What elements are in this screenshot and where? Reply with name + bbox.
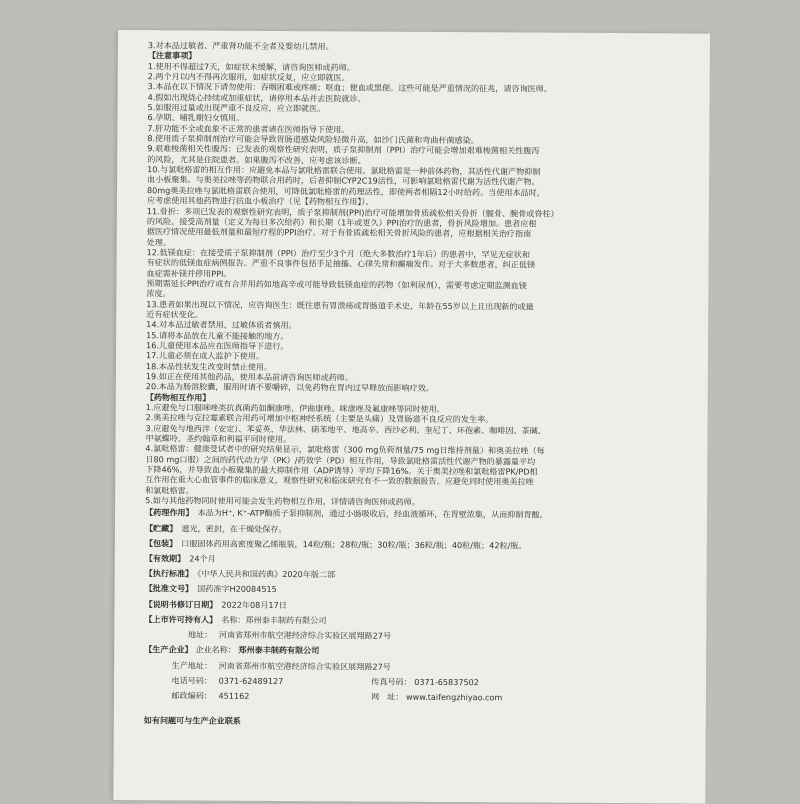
manufacturer-postcode-row	[144, 688, 692, 707]
manufacturer-postcode-value: 451162	[218, 690, 250, 701]
precaution-line: 7.肝功能不全或血象不正常的患者请在医师指导下使用。	[147, 122, 350, 135]
drug-info-fields	[144, 506, 693, 631]
interactions-list	[145, 402, 694, 509]
package-insert-sheet	[113, 30, 710, 804]
precaution-line: 5.如服用过量或出现严重不良反应，应立即就医。	[147, 102, 326, 114]
manufacturer-web-key: 网 址：	[371, 691, 404, 702]
precaution-line: 3.本品在以下情况下请勿使用：吞咽困难或疼痛；呕血；便血或黑便。这些可能是严重情况的征兆，请咨询医师。	[147, 81, 553, 95]
precaution-line: 12.低镁血症：在接受质子泵抑制剂（PPI）治疗至少3个月（绝大多数治疗1年后）的患者中，罕见无症状和	[146, 247, 531, 260]
precaution-line: 10.与氯吡格雷的相互作用：应避免本品与氯吡格雷联合使用。氯吡格雷是一种前体药物，其活性代谢产物抑制	[147, 164, 541, 177]
precaution-line: 有症状的低镁血症病例报告。严重不良事件包括手足抽搐、心律失常和癫痫发作。对于大多数患者，纠正低镁	[146, 257, 536, 270]
precaution-line: 的风险。接受高剂量（定义为每日多次给药）和长期（1年或更久）PPI治疗的患者，骨折风险增加。患者应根	[146, 216, 537, 229]
precaution-line: 6.孕期、哺乳期妇女慎用。	[147, 112, 245, 124]
precaution-line: 13.患者如果出现以下情况，应咨询医生：既往患有胃溃疡或胃肠道手术史，年龄在55岁以上且出现新的或最	[146, 298, 534, 312]
text-line: 3.对本品过敏者、严重肾功能不全者及婴幼儿禁用。	[147, 40, 334, 52]
info-field-value: 2022年08月17日	[221, 599, 287, 610]
info-field-value: 本品为H⁺, K⁺-ATP酶质子泵抑制剂，通过小肠吸收后，经血液循环，在胃壁浓集，从而抑制胃酸。	[197, 507, 548, 521]
precautions-heading: 【注意事项】	[147, 50, 197, 61]
interaction-line: 5.如与其他药物同时使用可能会发生药物相互作用，详情请咨询医师或药师。	[145, 495, 420, 507]
precaution-line: 14.对本品过敏者禁用，过敏体质者慎用。	[146, 319, 297, 331]
interactions-heading: 【药物相互作用】	[145, 391, 211, 403]
manufacturer-phone-key: 电话号码：	[171, 675, 213, 686]
manufacturer-name-key: 企业名称：	[195, 644, 236, 656]
info-field-label: 【包装】	[144, 538, 178, 549]
manufacturer-fax-value: 0371-65837502	[414, 676, 479, 687]
holder-address-key: 地址：	[187, 629, 213, 640]
manufacturer-fax-key: 传真号码：	[371, 676, 412, 687]
interaction-line: 日80 mg口服）之间的药代动力学（PK）/药效学（PD）相互作用，导致氯吡格雷活性代谢产物的暴露量平均	[145, 453, 536, 467]
precaution-line: 15.请将本品放在儿童不能接触的地方。	[146, 329, 289, 341]
insert-content	[144, 40, 696, 729]
interaction-line: 互作用在重大心血管事件的临床意义，观察性研究和临床研究有不一致的数据报告。应避免同时使用奥美拉唑	[145, 474, 534, 487]
precaution-line: 9.艰难梭菌相关性腹泻：已发表的观察性研究表明，质子泵抑制剂（PPI）治疗可能会增加艰难梭菌相关性腹泻	[147, 143, 540, 157]
precaution-line: 80mg奥美拉唑与氯吡格雷联合使用，可降低氯吡格雷的药理活性，即使两者相隔12小时给药。当使用本品时，	[146, 184, 545, 198]
precaution-line: 血症需补镁并停用PPI。	[146, 267, 232, 279]
precaution-line: 浓度。	[146, 288, 171, 299]
info-field-value: 24个月	[189, 553, 216, 564]
info-field-label: 【批准文号】	[144, 583, 194, 594]
precaution-line: 19.如正在使用其他药品，使用本品前请咨询医师或药师。	[145, 371, 354, 383]
precaution-line: 8.使用质子泵抑制剂治疗可能会导致胃肠道感染风险轻微升高，如沙门氏菌和弯曲杆菌感染。	[147, 133, 479, 146]
precaution-line: 18.本品性状发生改变时禁止使用。	[145, 360, 273, 372]
precaution-line: 11.骨折：多项已发表的观察性研究表明，质子泵抑制剂(PPI)治疗可能增加骨质疏松相关骨折（髋骨、腕骨或脊柱）	[146, 205, 559, 219]
precaution-line: 血小板聚集。与奥美拉唑等药物联合用药时，后者抑制CYP2C19活性，可影响氯吡格雷代谢为活性代谢产物。	[147, 174, 540, 188]
precaution-line: 2.两个月以内不得再次服用，如症状反复，应立即就医。	[147, 71, 350, 83]
interaction-line: 1.应避免与口服咪唑类抗真菌药如酮康唑、伊曲康唑、咪康唑及氟康唑等同时使用。	[145, 402, 445, 415]
precautions-list	[146, 61, 696, 395]
info-field-label: 【有效期】	[144, 553, 186, 564]
info-field-label: 【执行标准】	[144, 568, 194, 579]
manufacturer-label: 【生产企业】	[144, 644, 193, 655]
info-field-value: 国药准字H20084515	[197, 583, 277, 595]
interaction-line: 4.氯吡格雷：健康受试者中的研究结果显示，氯吡格雷（300 mg负荷剂量/75 mg日维持剂量）和奥美拉唑（每	[145, 443, 545, 457]
info-field-label: 【上市许可持有人】	[144, 614, 218, 625]
manufacturer-address-value: 河南省郑州市航空港经济综合实验区展翔路27号	[218, 660, 391, 672]
precaution-line: 近有症状变化。	[146, 309, 203, 320]
interaction-line: 下降46%，并导致血小板聚集的最大抑制作用（ADP诱导）平均下降16%。关于奥美拉唑和氯吡格雷PK/PD相	[145, 464, 538, 477]
info-field-label: 【贮藏】	[144, 522, 178, 534]
precaution-line: 20.本品为肠溶胶囊，服用时请不要嚼碎，以免药物在胃内过早释放而影响疗效。	[145, 381, 434, 394]
precaution-line: 据医疗情况使用最低剂量和最短疗程的PPI治疗。对于有骨质疏松相关骨折风险的患者，应根据相关治疗指南	[146, 226, 532, 239]
interaction-line: 3.应避免与地西泮（安定）、苯妥英、华法林、硝苯地平、地高辛、西沙必利、奎尼丁、环孢素、咖啡因、茶碱、	[145, 422, 546, 436]
interaction-line: 甲氨蝶呤、圣约翰草和利福平同时使用。	[145, 433, 292, 445]
precaution-line: 处理。	[146, 236, 172, 247]
info-field-label: 【说明书修订日期】	[144, 598, 218, 610]
manufacturer-phone-value: 0371-62489127	[218, 675, 284, 686]
manufacturer-address-key: 生产地址：	[171, 659, 213, 671]
info-field-label: 【药理作用】	[145, 507, 194, 518]
holder-address-value: 河南省郑州市航空港经济综合实验区展翔路27号	[218, 629, 392, 641]
precaution-line: 17.儿童必须在成人监护下使用。	[145, 350, 265, 362]
info-field-value: 口服固体药用高密度聚乙烯瓶装，14粒/瓶；28粒/瓶；30粒/瓶；36粒/瓶；40粒/瓶；42粒/瓶。	[181, 538, 527, 551]
precaution-line: 16.儿童使用本品应在医师指导下进行。	[146, 340, 289, 352]
manufacturer-web-value: www.taifengzhiyao.com	[406, 691, 503, 703]
info-field-value: 遮光，密封，在干燥处保存。	[181, 523, 287, 534]
precaution-line: 4.假如出现烧心持续或加重症状，请停用本品并去医院就诊。	[147, 91, 366, 104]
manufacturer-name-value: 郑州泰丰制药有限公司	[238, 645, 320, 656]
contact-note: 如有问题可与生产企业联系	[143, 715, 241, 726]
precaution-line: 1.使用不得超过7天，如症状未缓解，请咨询医师或药师。	[147, 60, 355, 73]
info-field-value: 《中华人民共和国药典》2020年版二部	[197, 568, 336, 580]
interaction-line: 2.奥美拉唑与克拉霉素联合用药可增加中枢神经系统（主要是头痛）及胃肠道不良反应的发生率。	[145, 412, 494, 425]
precaution-line: 应考虑使用其他药物进行抗血小板治疗（见【药物相互作用】）。	[146, 195, 374, 207]
manufacturer-postcode-key: 邮政编码：	[171, 690, 212, 701]
precaution-line: 的风险，尤其是住院患者。如果腹泻不改善，应考虑该诊断。	[147, 153, 366, 166]
info-field-value: 名称：郑州泰丰制药有限公司	[221, 614, 327, 626]
precaution-line: 预期需延长PPI治疗或有合并用药如地高辛或可能导致低镁血症的药物（如利尿剂），需要考虑定期监测血镁	[146, 278, 527, 291]
interaction-line: 和氯吡格雷。	[145, 484, 194, 496]
